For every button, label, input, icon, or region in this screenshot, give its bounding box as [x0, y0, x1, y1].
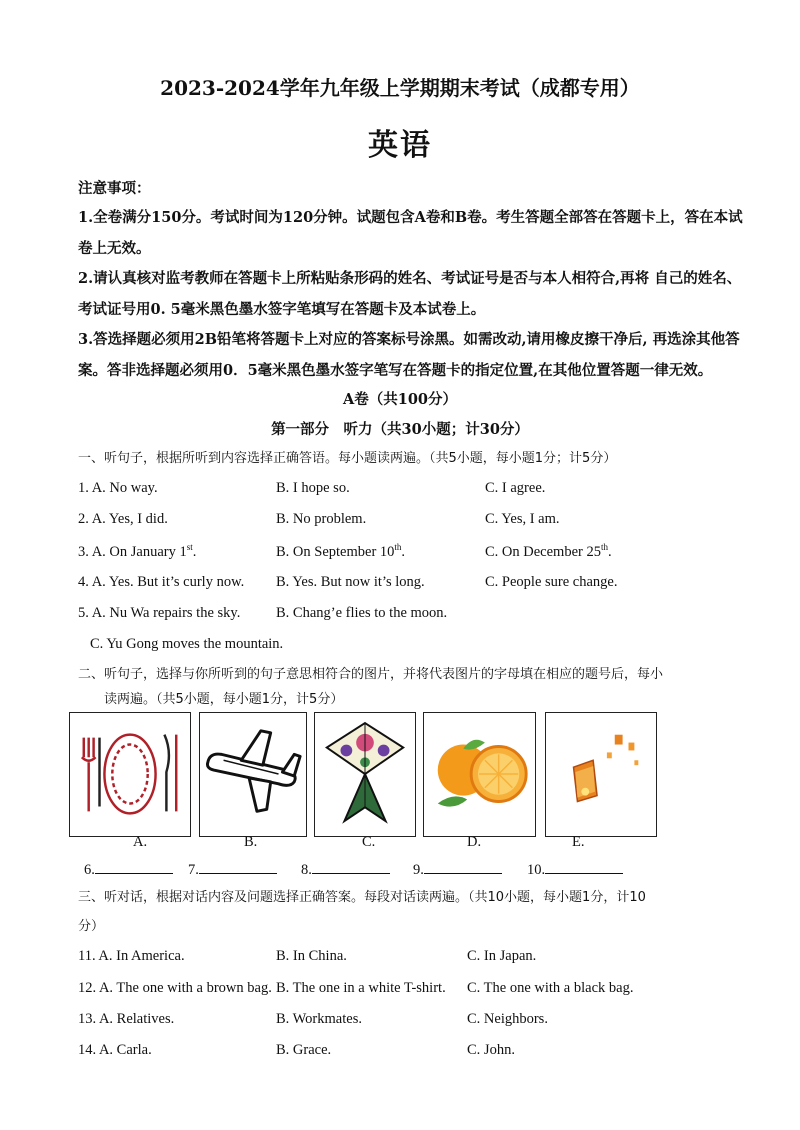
q14-option-a: 14. A. Carla.: [78, 1042, 152, 1058]
q1-option-b: B. I hope so.: [276, 480, 350, 496]
picture-label-b: B.: [244, 834, 258, 850]
answer-blank-8[interactable]: [301, 860, 390, 879]
blank-number-9: 9.: [413, 862, 424, 878]
q3-a-dot: .: [192, 543, 197, 560]
kite-icon: [315, 713, 415, 836]
note-1-line-1: 1.全卷满分150分。考试时间为120分钟。试题包含A卷和B卷。考生答题全部答在答题卡上，答在本试: [78, 209, 743, 226]
blank-number-8: 8.: [301, 862, 312, 878]
section-2-instruction-line-2: 读两遍。（共5小题，每小题1分，计5分）: [104, 692, 344, 707]
q3-option-c: [485, 542, 612, 561]
note-3-line-1: 3.答选择题必须用2B铅笔将答题卡上对应的答案标号涂黑。如需改动,请用橡皮擦干净后, 再选涂其他答: [78, 331, 740, 348]
q3-c-text: C. On December 25: [485, 543, 601, 560]
q11-option-b: B. In China.: [276, 948, 347, 964]
oranges-icon: [424, 713, 535, 836]
part-heading: 第一部分 听力（共30小题；计30分）: [271, 421, 529, 438]
notes-heading: 注意事项：: [78, 180, 151, 197]
picture-a: [69, 712, 191, 837]
answer-blank-7[interactable]: [188, 860, 277, 879]
q3-a-text: 3. A. On January 1: [78, 543, 187, 560]
q4-option-b: B. Yes. But now it’s long.: [276, 574, 425, 590]
blank-number-6: 6.: [84, 862, 95, 878]
q1-option-a: 1. A. No way.: [78, 480, 158, 496]
picture-label-d: D.: [467, 834, 482, 850]
plate-fork-knife-icon: [70, 713, 190, 836]
answer-blank-9[interactable]: [413, 860, 502, 879]
q1-option-c: C. I agree.: [485, 480, 546, 496]
volume-heading: A卷（共100分）: [342, 391, 458, 408]
q3-c-dot: .: [607, 543, 612, 560]
q12-option-b: B. The one in a white T-shirt.: [276, 980, 446, 996]
q12-option-a: 12. A. The one with a brown bag.: [78, 980, 272, 996]
picture-label-a: A.: [133, 834, 148, 850]
section-3-instruction-line-1: 三、听对话，根据对话内容及问题选择正确答案。每段对话读两遍。（共10小题，每小题1分，计10: [78, 890, 646, 905]
q2-option-c: C. Yes, I am.: [485, 511, 560, 527]
answer-blank-6[interactable]: [84, 860, 173, 879]
blank-number-10: 10.: [527, 862, 546, 878]
q5-option-b: B. Chang’e flies to the moon.: [276, 605, 448, 621]
picture-d: [423, 712, 536, 837]
sky-lanterns-icon: [546, 713, 656, 836]
q13-option-a: 13. A. Relatives.: [78, 1011, 175, 1027]
q4-option-a: 4. A. Yes. But it’s curly now.: [78, 574, 245, 590]
answer-blank-10[interactable]: [527, 860, 623, 879]
section-1-instruction: 一、听句子，根据所听到内容选择正确答语。每小题读两遍。（共5小题，每小题1分；计5分）: [78, 451, 617, 466]
q14-option-b: B. Grace.: [276, 1042, 332, 1058]
note-1-line-2: 卷上无效。: [78, 240, 151, 257]
note-3-line-2: 案。答非选择题必须用0．5毫米黑色墨水签字笔写在答题卡的指定位置,在其他位置答题一律无效。: [78, 362, 713, 379]
q11-option-c: C. In Japan.: [467, 948, 537, 964]
blank-number-7: 7.: [188, 862, 199, 878]
q2-option-b: B. No problem.: [276, 511, 367, 527]
picture-c: [314, 712, 416, 837]
q4-option-c: C. People sure change.: [485, 574, 618, 590]
q3-a-sup: st: [186, 542, 193, 552]
q14-option-c: C. John.: [467, 1042, 515, 1058]
note-2-line-1: 2.请认真核对监考教师在答题卡上所粘贴条形码的姓名、考试证号是否与本人相符合,再将 自己的姓名、: [78, 270, 742, 287]
q13-option-c: C. Neighbors.: [467, 1011, 548, 1027]
picture-label-e: E.: [572, 834, 585, 850]
q11-option-a: 11. A. In America.: [78, 948, 185, 964]
picture-label-c: C.: [362, 834, 376, 850]
q13-option-b: B. Workmates.: [276, 1011, 362, 1027]
note-2-line-2: 考试证号用0. 5毫米黑色墨水签字笔填写在答题卡及本试卷上。: [78, 301, 486, 318]
q5-option-c: C. Yu Gong moves the mountain.: [90, 636, 284, 652]
subject-title: 英语: [368, 128, 432, 163]
q2-option-a: 2. A. Yes, I did.: [78, 511, 168, 527]
airplane-icon: [200, 713, 306, 836]
q3-option-b: [276, 542, 405, 561]
q12-option-c: C. The one with a black bag.: [467, 980, 634, 996]
q3-c-sup: th: [600, 542, 608, 552]
picture-e: [545, 712, 657, 837]
picture-b: [199, 712, 307, 837]
section-3-instruction-line-2: 分）: [78, 919, 105, 934]
q3-option-a: [78, 542, 196, 561]
q3-b-text: B. On September 10: [276, 543, 395, 560]
q3-b-sup: th: [394, 542, 402, 552]
exam-title: 2023-2024学年九年级上学期期末考试（成都专用）: [160, 76, 640, 100]
section-2-instruction-line-1: 二、听句子，选择与你所听到的句子意思相符合的图片，并将代表图片的字母填在相应的题号后，每小: [78, 667, 664, 682]
q3-b-dot: .: [401, 543, 406, 560]
q5-option-a: 5. A. Nu Wa repairs the sky.: [78, 605, 241, 621]
